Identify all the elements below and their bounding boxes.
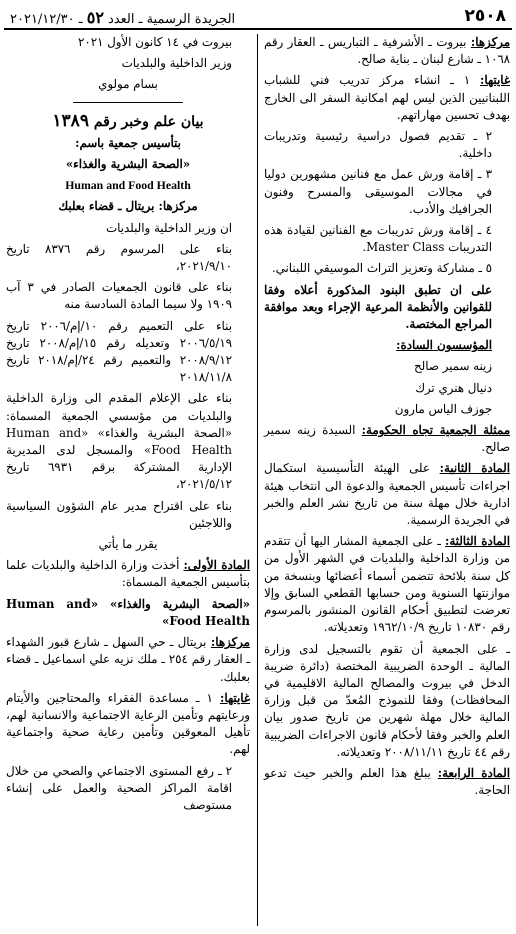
founder-3: جوزف الياس مارون [394,401,492,416]
preamble-4: بناء على التعميم رقم ١٠/إم/٢٠٠٦ تاريخ ٢٠٠٦/٥/١٩ وتعديله رقم ١٥/إم/٢٠٠٨ تاريخ ٢٠٠٨/٩/١٢ والتعميم رقم ٢٤/إم/٢٠١٨ تاريخ ٢٠١٨/١١/٨ [6,318,232,385]
hq-text: بيروت ـ الأشرفية ـ التباريس ـ العقار رقم ١٠٦٨ ـ شارع لبنان ـ بناية صالح. [264,35,510,67]
article-1-label: المادة الأولى: [183,558,251,573]
left-column [6,34,250,818]
preamble-6: بناء على اقتراح مدير عام الشؤون السياسية واللاجئين [6,498,232,530]
goal-2: ٢ ـ تقديم فصول دراسية رئيسية وتدريبات داخلية. [264,129,492,161]
page-number: ٢٥٠٨ [464,6,506,26]
goal-3: ٣ ـ إقامة ورش عمل مع فنانين مشهورين دوليا في مجالات الموسيقى والمسرح وفنون الجرافيك والأدب. [264,167,492,216]
minister-name: بسام مولوي [98,77,158,92]
article-2-label: المادة الثانية: [439,461,510,476]
goal-5: ٥ ـ مشاركة وتعزيز التراث الموسيقي اللبناني. [271,261,492,276]
article-1-name: «الصحة البشرية والغذاء» «Human and Food Health» [6,596,250,628]
journal-name: الجريدة الرسمية ـ العدد [108,12,236,27]
article-3-text: ـ على الجمعية المشار اليها أن تتقدم من وزارة الداخلية والبلديات في الشهر الأول من كل سنة بلائحة تتضمن أسماء أعضائها وبنسخة من موازنتها السنوية ومن حسابها القطعي السابق وإلا تعرضت لتطبيق أحكام القانون المنشور بالمرسوم رقم ١٠٨٣٠ تاريخ ١٩٦٢/١٠/٩ وتعديلاته. [264,534,510,635]
left-hq-label: مركزها: [210,635,250,650]
article-3 [264,533,510,636]
representative-text: السيدة زينه سمير صالح. [264,423,510,455]
association-hq: مركزها: بريتال ـ قضاء بعلبك [58,199,198,214]
article-4-label: المادة الرابعة: [437,765,511,780]
article-4-text: يبلغ هذا العلم والخبر حيث تدعو الحاجة. [264,765,510,798]
preamble-5: بناء على الإعلام المقدم الى وزارة الداخلية والبلديات من مؤسسي الجمعية المسماة: «الصحة البشرية والغذاء» «Human and Food Health» والمسجل لدى المديرية الإدارية المشتركة برقم ٦٩٣١ تاريخ ٢٠٢١/٥/١٢، [6,391,233,492]
preamble-2: بناء على المرسوم رقم ٨٣٧٦ تاريخ ٢٠٢١/٩/١٠، [6,241,232,274]
article-2-text: على الهيئة التأسيسية استكمال اجراءات تأسيس الجمعية والدعوة الى انتخاب هيئة ادارية خلال مهلة سنة من تاريخ نشر العلم والخبر في الجريدة الرسمية. [264,461,510,528]
left-hq-paragraph [6,634,250,686]
founders-label: المؤسسون السادة: [396,338,492,353]
article-3-tax: ـ على الجمعية أن تقوم بالتسجيل لدى وزارة المالية ـ الوحدة الضريبية المختصة (دائرة ضريبة الدخل في بيروت والمصالح المالية الاقليمية في المحافظات) وفقا للنموذج المُعدّ من قبل وزارة المالية خلال مهلة شهرين من تاريخ صدور بيان العلم والخبر وفقا لأحكام قانون الاجراءات الضريبية رقم ٤٤ تاريخ ٢٠٠٨/١١/١١ وتعديلاته. [264,641,510,759]
notice-title-text: بيان علم وخبر رقم [93,113,204,130]
association-name-en: Human and Food Health [65,178,191,193]
page-header [4,6,512,30]
notice-number: ١٣٨٩ [52,110,89,131]
goals-paragraph [264,72,510,124]
founder-2: دنيال هنري ترك [415,380,492,395]
article-4 [264,765,510,799]
place-date: بيروت في ١٤ كانون الأول ٢٠٢١ [78,35,232,49]
preamble-1: ان وزير الداخلية والبلديات [105,220,232,235]
hq-label: مركزها: [470,35,511,49]
association-name-ar: «الصحة البشرية والغذاء» [65,157,191,172]
journal-title [10,8,235,27]
minister-title: وزير الداخلية والبلديات [121,56,232,71]
issue-number: ٥٢ [86,8,104,27]
compliance-note: على ان تطبق البنود المذكورة أعلاه وفقا للقوانين والأنظمة المرعية الإجراء وبعد موافقة المراجع المختصة. [264,282,492,332]
goal-4: ٤ ـ إقامة ورش تدريبات مع الفنانين لقيادة هذه التدريبات Master Class. [264,223,492,255]
article-1 [6,557,250,591]
section-separator [73,102,183,103]
left-goal-2: ٢ ـ رفع المستوى الاجتماعي والصحي من خلال اقامة المراكز الصحية والعمل على إنشاء مستوصف [6,763,232,812]
goals-label: غايتها: [480,73,510,88]
notice-title [6,110,250,131]
article-2 [264,460,510,529]
representative-label: ممثلة الجمعية تجاه الحكومة: [361,423,511,438]
representative-paragraph [264,422,510,456]
column-divider [257,34,258,926]
decision-heading: يقرر ما يأتي [98,537,158,552]
founder-1: زينه سمير صالح [414,359,492,374]
left-goals-paragraph [6,690,250,759]
hq-paragraph [264,34,510,68]
article-1-text: أخذت وزارة الداخلية والبلديات علما بتأسيس الجمعية المسماة: [6,558,250,590]
preamble-3: بناء على قانون الجمعيات الصادر في ٣ آب ١٩٠٩ ولا سيما المادة السادسة منه [6,280,232,312]
article-3-label: المادة الثالثة: [444,534,510,549]
left-goals-label: غايتها: [220,690,251,705]
left-hq-text: بريتال ـ حي السهل ـ شارع قبور الشهداء ـ العقار رقم ٢٥٤ ـ ملك نزيه علي اسماعيل ـ قضاء بعلبك. [6,635,250,684]
goals-text: ١ ـ انشاء مركز تدريب فني للشباب اللبنانيين الذين ليس لهم امكانية السفر الى الخارج بهدف تحسين مهاراتهم. [264,73,510,122]
notice-subtitle: بتأسيس جمعية باسم: [75,135,181,150]
right-column [264,34,510,803]
issue-date: ـ ٢٠٢١/١٢/٣٠ [10,12,83,27]
left-goals-text: ١ ـ مساعدة الفقراء والمحتاجين والأيتام ورعايتهم وتأمين الرعاية الاجتماعية والانسانية لهم، تأهيل المعوقين وتأمين رعاية صحية واجتماعية لهم. [6,690,250,757]
